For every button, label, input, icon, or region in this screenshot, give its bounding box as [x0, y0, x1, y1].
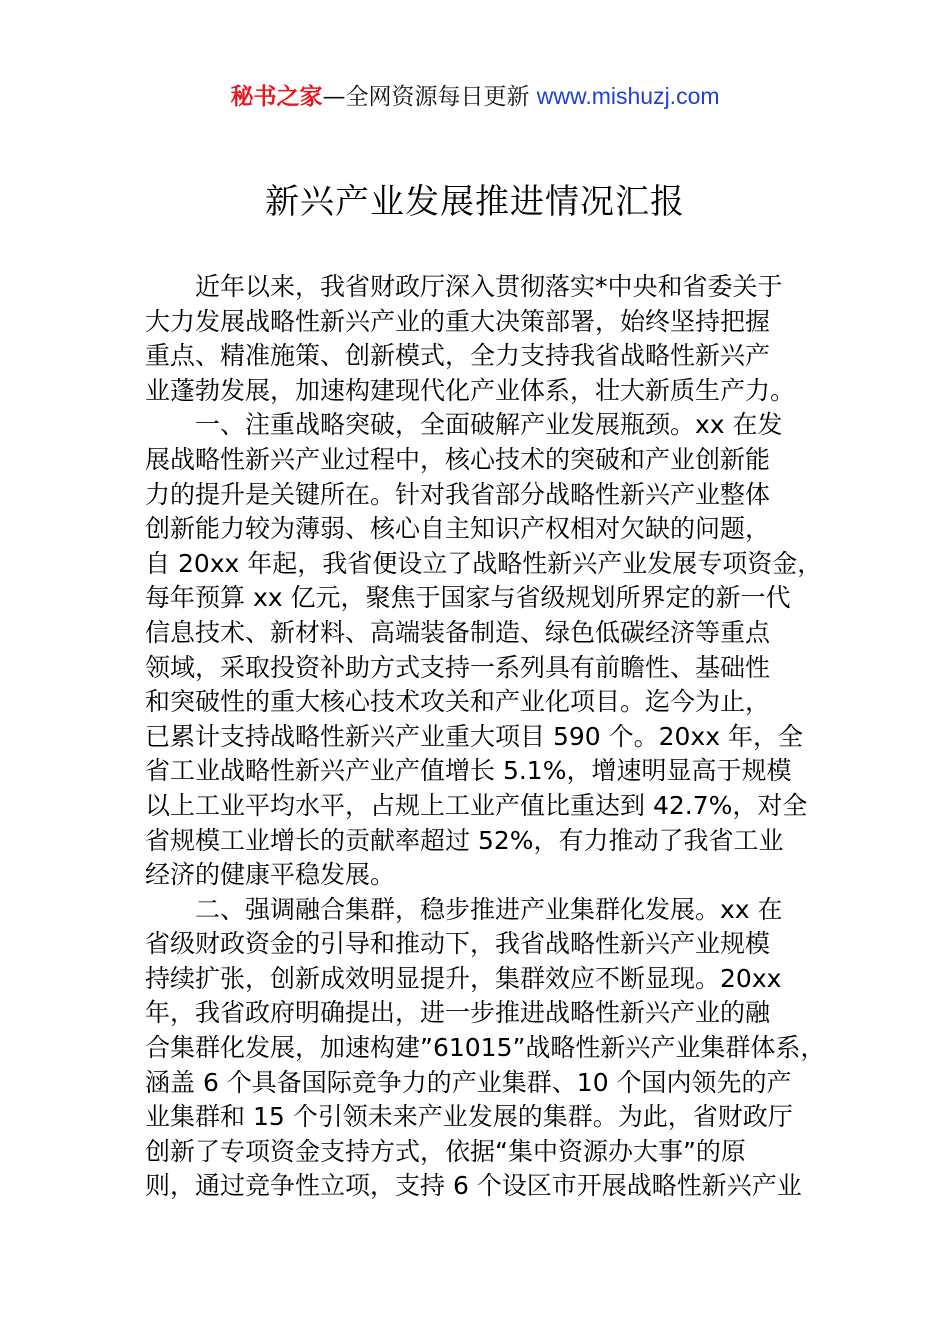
paragraph-line: 领域，采取投资补助方式支持一系列具有前瞻性、基础性 [145, 652, 771, 682]
site-brand: 秘书之家 [230, 84, 323, 110]
paragraph-line: 省规模工业增长的贡献率超过 52%，有力推动了我省工业 [145, 825, 784, 855]
paragraph-line: 年，我省政府明确提出，进一步推进战略性新兴产业的融 [145, 998, 771, 1028]
site-url-link[interactable]: www.mishuzj.com [536, 83, 720, 109]
paragraph-line: 创新能力较为薄弱、核心自主知识产权相对欠缺的问题， [145, 514, 771, 544]
paragraph-line: 每年预算 xx 亿元，聚焦于国家与省级规划所界定的新一代 [145, 583, 791, 613]
paragraph-line: 力的提升是关键所在。针对我省部分战略性新兴产业整体 [145, 479, 771, 509]
paragraph-line: 和突破性的重大核心技术攻关和产业化项目。迄今为止， [145, 687, 771, 717]
document-body [145, 270, 825, 1204]
paragraph-line: 信息技术、新材料、高端装备制造、绿色低碳经济等重点 [145, 617, 771, 647]
paragraph-line: 近年以来，我省财政厅深入贯彻落实*中央和省委关于 [195, 272, 783, 301]
paragraph-line: 合集群化发展，加速构建”61015”战略性新兴产业集群体系， [145, 1033, 825, 1063]
paragraph-line: 省级财政资金的引导和推动下，我省战略性新兴产业规模 [145, 929, 771, 959]
paragraph-line: 重点、精准施策、创新模式，全力支持我省战略性新兴产 [145, 341, 771, 371]
paragraph-line: 经济的健康平稳发展。 [145, 860, 396, 890]
paragraph-line: 展战略性新兴产业过程中，核心技术的突破和产业创新能 [145, 444, 771, 474]
paragraph-line: 涵盖 6 个具备国际竞争力的产业集群、10 个国内领先的产 [145, 1067, 792, 1097]
paragraph-line: 已累计支持战略性新兴产业重大项目 590 个。20xx 年，全 [145, 721, 803, 751]
paragraph-line: 省工业战略性新兴产业产值增长 5.1%，增速明显高于规模 [145, 756, 792, 786]
document-title: 新兴产业发展推进情况汇报 [265, 182, 685, 222]
paragraph-line: 则，通过竞争性立项，支持 6 个设区市开展战略性新兴产业 [145, 1171, 802, 1201]
paragraph-line: 大力发展战略性新兴产业的重大决策部署，始终坚持把握 [145, 306, 771, 336]
paragraph-line: 业集群和 15 个引领未来产业发展的集群。为此，省财政厅 [145, 1102, 793, 1132]
site-tagline: —全网资源每日更新 [322, 84, 537, 110]
section-heading-line: 一、注重战略突破，全面破解产业发展瓶颈。xx 在发 [195, 410, 783, 440]
section-heading-line: 二、强调融合集群，稳步推进产业集群化发展。xx 在 [195, 894, 783, 924]
paragraph-line: 业蓬勃发展，加速构建现代化产业体系，壮大新质生产力。 [145, 375, 796, 405]
paragraph-line: 以上工业平均水平，占规上工业产值比重达到 42.7%，对全 [145, 790, 808, 820]
paragraph-line: 自 20xx 年起，我省便设立了战略性新兴产业发展专项资金， [145, 548, 823, 578]
paragraph-line: 持续扩张，创新成效明显提升，集群效应不断显现。20xx [145, 963, 782, 993]
paragraph-line: 创新了专项资金支持方式，依据“集中资源办大事”的原 [145, 1136, 746, 1166]
site-header [0, 80, 950, 113]
